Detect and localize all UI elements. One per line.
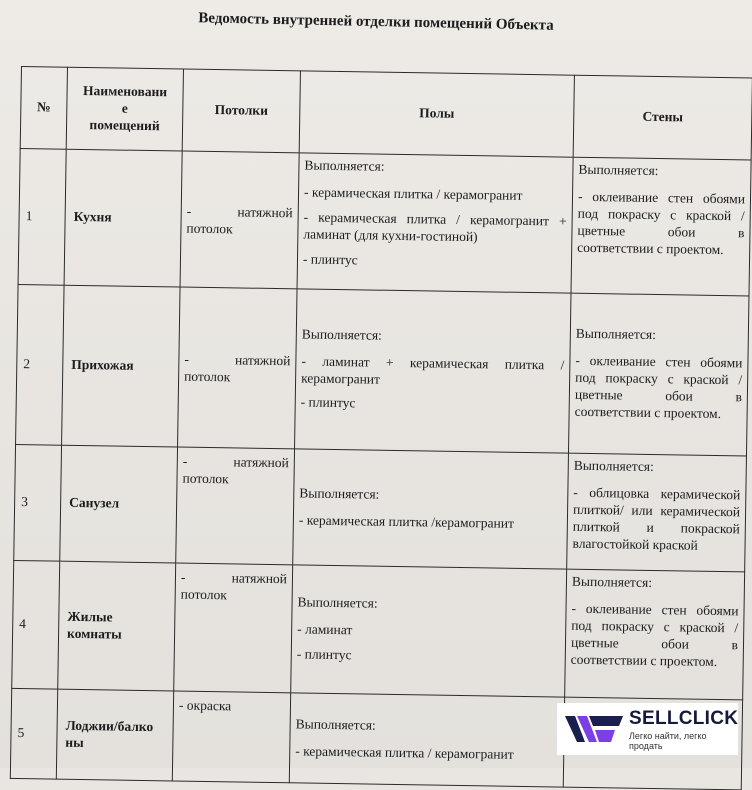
ceiling-line1 bbox=[187, 203, 293, 222]
ceiling-word: натяжной bbox=[231, 570, 288, 587]
ceiling-dash: - bbox=[180, 569, 186, 585]
ceiling-line1 bbox=[183, 454, 289, 473]
header-ceilings: Потолки bbox=[182, 69, 300, 153]
walls-text: - оклеивание стен обоями под покраску с краской / цветные обои в соответствии с проектом. bbox=[577, 188, 746, 257]
finishing-table bbox=[10, 66, 752, 790]
header-walls: Стены bbox=[573, 75, 752, 160]
header-room-name-line2: е bbox=[121, 100, 128, 116]
sellclick-brand: SELLCLICK bbox=[629, 707, 739, 729]
room-name: Прихожая bbox=[62, 285, 180, 447]
floors-item: - керамическая плитка / керамогранит bbox=[295, 742, 514, 762]
header-room-name bbox=[66, 67, 183, 151]
sellclick-watermark bbox=[557, 703, 738, 755]
ceiling-dash: - bbox=[184, 351, 190, 367]
floors-cell bbox=[297, 153, 573, 293]
floors-head: Выполняется: bbox=[297, 594, 378, 611]
floors-item: - плинтус bbox=[300, 394, 356, 411]
walls-cell bbox=[567, 453, 747, 572]
ceiling-line1: - окраска bbox=[178, 697, 232, 714]
walls-text: - оклеивание стен обоями под покраску с краской / цветные обои в соответствии с проектом. bbox=[574, 352, 743, 421]
room-name: Лоджии/балко ны bbox=[56, 689, 173, 781]
floors-item: - ламинат + керамическая плитка / керамогранит bbox=[301, 353, 565, 387]
ceiling-word: натяжной bbox=[234, 352, 291, 368]
floors-item: - плинтус bbox=[296, 646, 352, 663]
ceiling-word: натяжной bbox=[237, 204, 293, 220]
ceilings-cell bbox=[176, 447, 295, 565]
floors-item: - керамическая плитка /керамогранит bbox=[298, 511, 515, 531]
walls-head: Выполняется: bbox=[575, 326, 657, 343]
ceilings-cell bbox=[178, 287, 297, 449]
ceiling-line1 bbox=[181, 570, 287, 589]
table-row bbox=[16, 284, 749, 455]
floors-cell bbox=[289, 693, 564, 787]
floors-cell bbox=[293, 449, 569, 569]
ceiling-line2: потолок bbox=[186, 220, 233, 236]
floors-head: Выполняется: bbox=[299, 485, 380, 502]
sellclick-logo-icon bbox=[565, 712, 623, 746]
ceiling-word: натяжной bbox=[233, 454, 289, 471]
ceiling-line2: потолок bbox=[180, 586, 227, 603]
ceiling-line2: потолок bbox=[182, 470, 229, 487]
floors-item: - керамическая плитка / керамогранит bbox=[303, 184, 523, 203]
table-row bbox=[12, 560, 745, 699]
header-room-name-line3: помещений bbox=[89, 117, 160, 134]
walls-cell bbox=[571, 157, 751, 296]
walls-head: Выполняется: bbox=[573, 457, 654, 474]
header-room-name-line1: Наименовани bbox=[82, 83, 168, 100]
ceiling-dash: - bbox=[186, 203, 192, 219]
floors-item: - керамическая плитка / керамогранит + ламинат (для кухни-гостиной) bbox=[303, 209, 567, 244]
ceiling-line1 bbox=[184, 351, 290, 370]
room-name: Санузел bbox=[60, 445, 178, 563]
row-number: 2 bbox=[16, 284, 65, 445]
floors-item: - плинтус bbox=[302, 250, 358, 267]
walls-head: Выполняется: bbox=[571, 573, 653, 590]
floors-cell bbox=[295, 289, 571, 453]
walls-text: - облицовка керамической плиткой/ или керамической плиткой и покраской влагостойкой краской bbox=[572, 484, 741, 553]
row-number: 4 bbox=[12, 560, 60, 689]
floors-cell bbox=[291, 565, 567, 697]
walls-head: Выполняется: bbox=[578, 161, 659, 179]
floors-head: Выполняется: bbox=[301, 326, 383, 343]
table-row bbox=[18, 148, 751, 295]
floors-head: Выполняется: bbox=[295, 716, 376, 733]
ceilings-cell bbox=[174, 563, 293, 693]
header-num: № bbox=[20, 67, 67, 150]
header-floors: Полы bbox=[299, 71, 574, 157]
walls-cell bbox=[565, 569, 745, 700]
row-number: 5 bbox=[10, 688, 57, 779]
table-row bbox=[14, 444, 747, 571]
table-header-row bbox=[20, 67, 752, 160]
row-number: 1 bbox=[18, 148, 66, 285]
ceilings-cell bbox=[180, 151, 299, 289]
ceiling-dash: - bbox=[182, 453, 188, 469]
floors-item: - ламинат bbox=[297, 621, 353, 638]
ceiling-line2: потолок bbox=[184, 368, 231, 384]
room-name: Жилые комнаты bbox=[58, 561, 176, 691]
ceilings-cell bbox=[172, 691, 290, 783]
floors-head: Выполняется: bbox=[304, 157, 385, 174]
document-title: Ведомость внутренней отделки помещений Объекта bbox=[198, 10, 554, 34]
walls-cell bbox=[568, 293, 748, 456]
row-number: 3 bbox=[14, 444, 62, 561]
sellclick-tagline: Легко найти, легко продать bbox=[629, 730, 707, 751]
room-name: Кухня bbox=[64, 149, 182, 287]
walls-text: - оклеивание стен обоями под покраску с краской / цветные обои в соответствии с проектом. bbox=[570, 600, 739, 669]
